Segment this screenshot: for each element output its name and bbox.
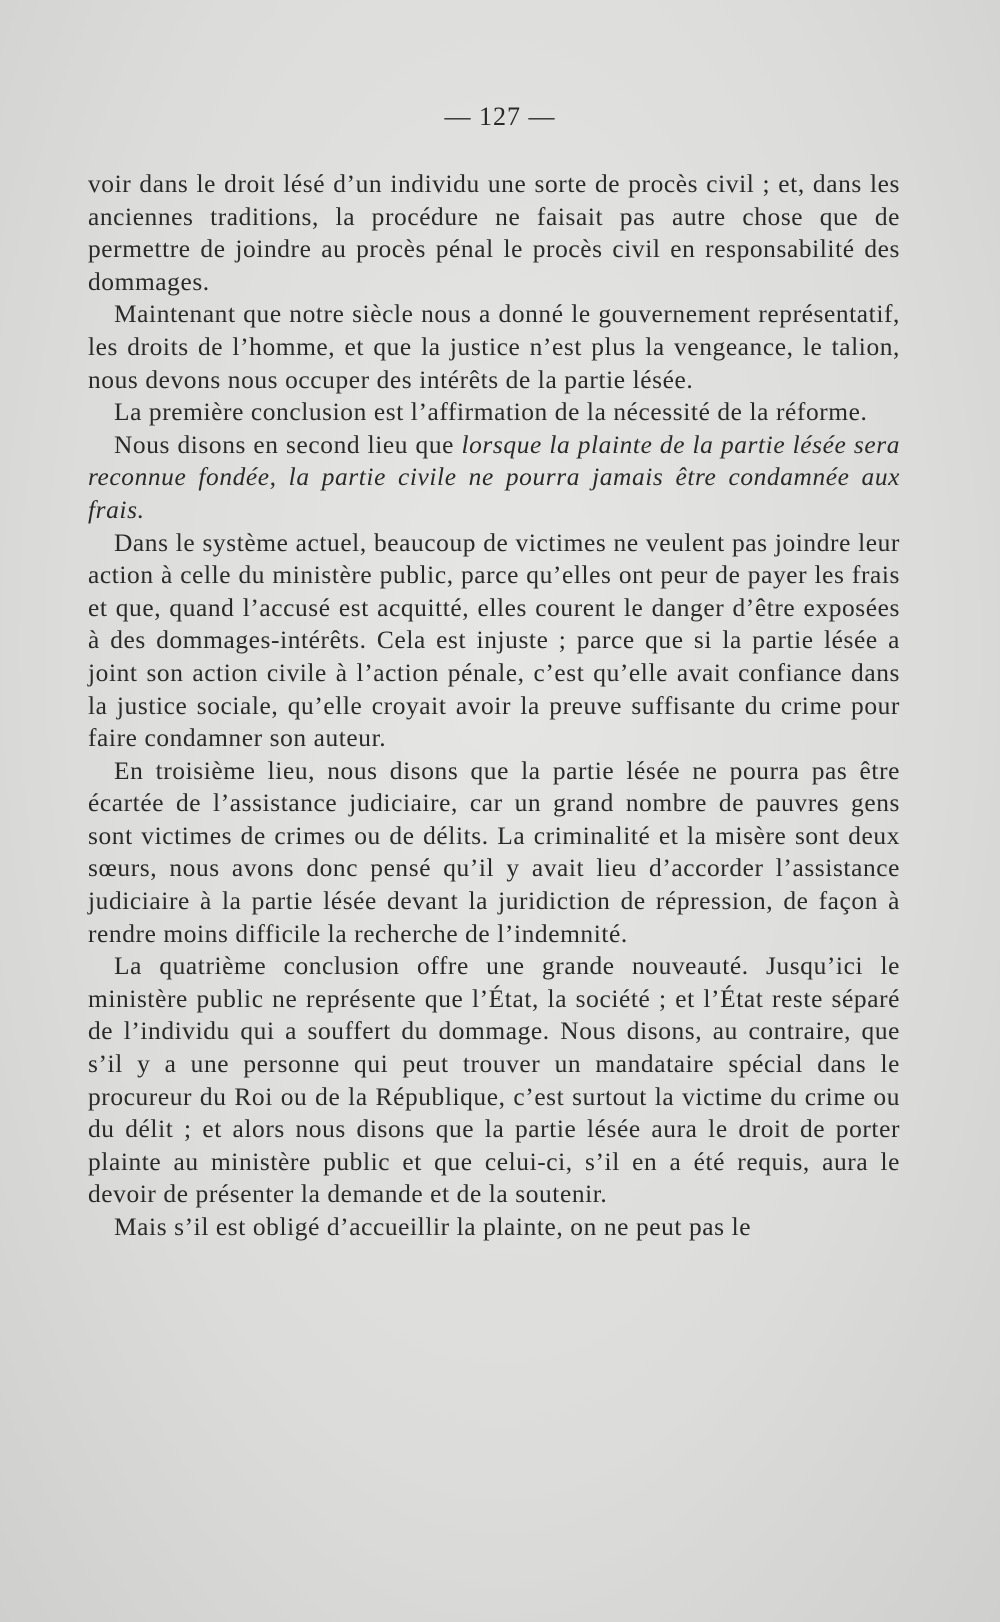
paragraph-1: voir dans le droit lésé d’un individu une sorte de procès civil ; et, dans les anciennes traditions, la procédure ne faisait pas autre chose que de permettre de joindre au procès pénal le procès civil en responsabilité des dommages. [88, 170, 900, 296]
paragraph-7: La quatrième conclusion offre une grande nouveauté. Jusqu’ici le ministère public ne représente que l’État, la société ; et l’État reste séparé de l’individu qui a souffert du dommage. Nous disons, au contraire, que s’il y a une personne qui peut trouver un mandataire spécial dans le procureur du Roi ou de la République, c’est surtout la victime du crime ou du délit ; et alors nous disons que la partie lésée aura le droit de porter plainte au ministère public et que celui-ci, s’il en a été requis, aura le devoir de présenter la demande et de la soutenir. [88, 952, 900, 1209]
paragraph-4-italic: lorsque la plainte de la partie lésée sera reconnue fondée, la partie civile ne pourra jamais être condamnée aux frais. [88, 430, 900, 524]
paragraph-4-text: Nous disons en second lieu que [114, 430, 462, 459]
paragraph-3: La première conclusion est l’affirmation de la nécessité de la réforme. [114, 398, 868, 427]
paragraph-4 [88, 429, 900, 527]
paragraph-5: Dans le système actuel, beaucoup de victimes ne veulent pas joindre leur action à celle du ministère public, parce qu’elles ont peur de payer les frais et que, quand l’accusé est acquitté, elles courent le danger d’être exposées à des dommages-intérêts. Cela est injuste ; parce que si la partie lésée a joint son action civile à l’action pénale, c’est qu’elle avait confiance dans la justice sociale, qu’elle croyait avoir la preuve suffisante du crime pour faire condamner son auteur. [88, 528, 900, 753]
page-number: — 127 — [444, 102, 556, 131]
paragraph-6: En troisième lieu, nous disons que la partie lésée ne pourra pas être écartée de l’assistance judiciaire, car un grand nombre de pauvres gens sont victimes de crimes ou de délits. La criminalité et la misère sont deux sœurs, nous avons donc pensé qu’il y avait lieu d’accorder l’assistance judiciaire à la partie lésée devant la juridiction de répression, de façon à rendre moins difficile la recherche de l’indemnité. [88, 756, 900, 948]
paragraph-2: Maintenant que notre siècle nous a donné le gouvernement représentatif, les droits de l’homme, et que la justice n’est plus la vengeance, le talion, nous devons nous occuper des intérêts de la partie lésée. [88, 300, 900, 394]
paragraph-8: Mais s’il est obligé d’accueillir la plainte, on ne peut pas le [114, 1213, 752, 1241]
body-text [88, 168, 900, 1244]
